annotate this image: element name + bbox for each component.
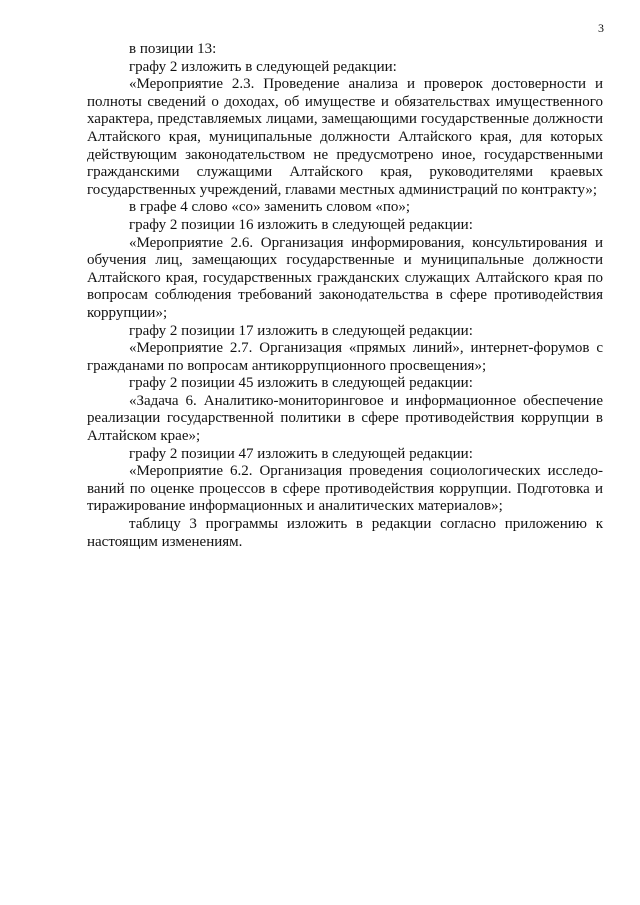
paragraph-measure-2-6: «Мероприятие 2.6. Организация информирования, консультирования и обучения лиц, замещающих государственные и муниципальные должности Алтайского края, государственных гражданских служащих Алтайского края по вопросам соблюдения требований законодательства в сфере противодействия коррупции»;	[87, 234, 603, 321]
paragraph-column-4-instruction: в графе 4 слово «со» заменить словом «по»;	[129, 199, 411, 216]
paragraph-position-16-instruction: графу 2 позиции 16 изложить в следующей редакции:	[129, 216, 473, 233]
paragraph-table-3-instruction: таблицу 3 программы изложить в редакции согласно приложению к настоящим изменениям.	[87, 516, 603, 550]
paragraph-measure-2-3: «Мероприятие 2.3. Проведение анализа и проверок достоверности и полноты сведений о доходах, об имуществе и обязательствах имущественного характера, представляемых лицами, замещающими государственные должности Алтайского края, муниципальные должности Алтайского края, для которых действующим законодательством не предусмотрено иное, государственными гражданскими служащими Алтайского края, руководителями краевых государственных учреждений, главами местных администраций по контракту»;	[87, 76, 603, 198]
paragraph-column-2-instruction: графу 2 изложить в следующей редакции:	[129, 58, 397, 75]
paragraph-position-13: в позиции 13:	[129, 41, 217, 57]
paragraph-position-17-instruction: графу 2 позиции 17 изложить в следующей редакции:	[129, 322, 473, 339]
paragraph-measure-2-7: «Мероприятие 2.7. Организация «прямых линий», интернет-форумов с гражданами по вопросам антикоррупционного просвещения»;	[87, 340, 603, 374]
page-number: 3	[598, 21, 604, 35]
paragraph-position-47-instruction: графу 2 позиции 47 изложить в следующей редакции:	[129, 445, 473, 462]
document-body	[87, 41, 603, 551]
paragraph-measure-6-2: «Мероприятие 6.2. Организация проведения социологических исследований по оценке процессов в сфере противодействия коррупции. Подготовка и тиражирование информационных и аналитических материалов»;	[87, 463, 603, 515]
paragraph-task-6: «Задача 6. Аналитико-мониторинговое и информационное обеспечение реализации государственной политики в сфере противодействия коррупции в Алтайском крае»;	[87, 392, 603, 445]
paragraph-position-45-instruction: графу 2 позиции 45 изложить в следующей редакции:	[129, 375, 473, 392]
